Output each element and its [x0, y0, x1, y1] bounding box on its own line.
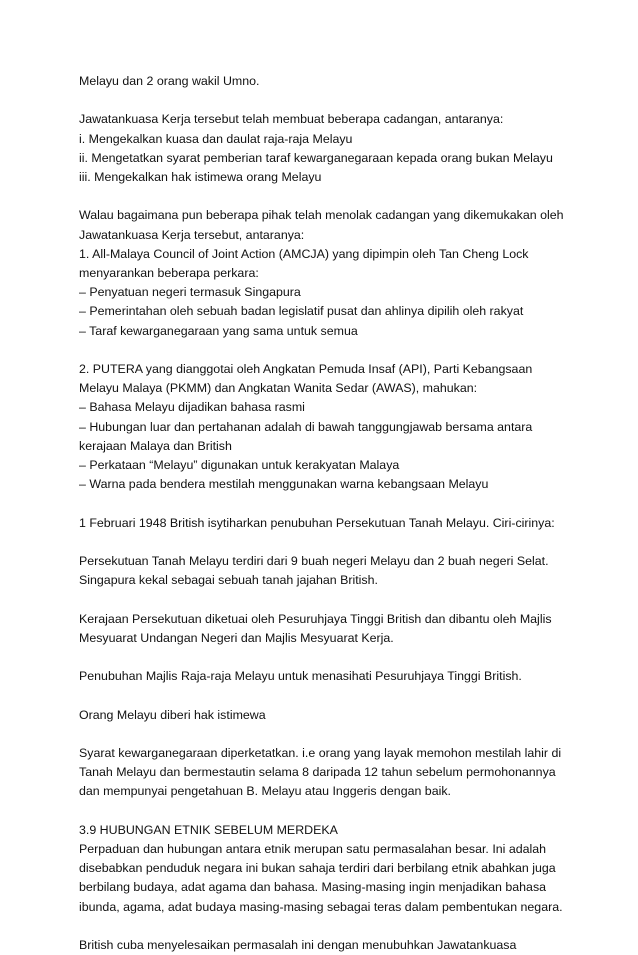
text-line: British cuba menyelesaikan permasalah ini dengan menubuhkan Jawatankuasa — [79, 937, 517, 952]
text-line: Melayu dan 2 orang wakil Umno. — [79, 74, 260, 88]
text-line: Melayu Malaya (PKMM) dan Angkatan Wanita Sedar (AWAS), mahukan: — [79, 381, 478, 396]
text-line: 3.9 HUBUNGAN ETNIK SEBELUM MERDEKA — [79, 822, 338, 837]
text-line: Jawatankuasa Kerja tersebut telah membuat beberapa cadangan, antaranya: — [79, 112, 504, 127]
text-line: – Warna pada bendera mestilah menggunakan warna kebangsaan Melayu — [79, 477, 489, 492]
text-line: 1. All-Malaya Council of Joint Action (AMCJA) yang dipimpin oleh Tan Cheng Lock — [79, 246, 529, 261]
blank-line — [79, 187, 589, 206]
text-line: Jawatankuasa Kerja tersebut, antaranya: — [79, 227, 305, 242]
text-line: kerajaan Malaya dan British — [79, 438, 232, 453]
blank-line — [79, 341, 589, 360]
text-line: – Penyatuan negeri termasuk Singapura — [79, 285, 301, 300]
text-line: ibunda, agama, adat budaya masing-masing sebagai teras dalam pembentukan negara. — [79, 899, 563, 914]
text-line: Tanah Melayu dan bermestautin selama 8 daripada 12 tahun sebelum permohonannya — [79, 765, 556, 780]
text-line: Singapura kekal sebagai sebuah tanah jajahan British. — [79, 573, 378, 588]
text-line: Mesyuarat Undangan Negeri dan Majlis Mesyuarat Kerja. — [79, 630, 394, 645]
text-line: – Bahasa Melayu dijadikan bahasa rasmi — [79, 400, 305, 415]
text-line: Orang Melayu diberi hak istimewa — [79, 707, 266, 722]
blank-line — [79, 802, 589, 821]
text-line: disebabkan penduduk negara ini bukan sahaja terdiri dari berbilang etnik abahkan juga — [79, 861, 556, 876]
blank-line — [79, 648, 589, 667]
text-line: Persekutuan Tanah Melayu terdiri dari 9 buah negeri Melayu dan 2 buah negeri Selat. — [79, 554, 549, 568]
blank-line — [79, 725, 589, 744]
blank-line — [79, 533, 589, 552]
blank-line — [79, 917, 589, 936]
text-line: iii. Mengekalkan hak istimewa orang Melayu — [79, 170, 322, 184]
text-line: menyarankan beberapa perkara: — [79, 266, 259, 280]
text-line: – Perkataan “Melayu” digunakan untuk kerakyatan Malaya — [79, 458, 400, 473]
text-line: Walau bagaimana pun beberapa pihak telah menolak cadangan yang dikemukakan oleh — [79, 208, 564, 223]
blank-line — [79, 686, 589, 705]
text-line: Syarat kewarganegaraan diperketatkan. i.e orang yang layak memohon mestilah lahir di — [79, 745, 562, 760]
text-line: 1 Februari 1948 British isytiharkan penubuhan Persekutuan Tanah Melayu. Ciri-cirinya: — [79, 515, 555, 530]
blank-line — [79, 91, 589, 110]
text-line: – Taraf kewarganegaraan yang sama untuk semua — [79, 323, 358, 338]
text-line: Penubuhan Majlis Raja-raja Melayu untuk menasihati Pesuruhjaya Tinggi British. — [79, 669, 522, 684]
text-line: – Pemerintahan oleh sebuah badan legislatif pusat dan ahlinya dipilih oleh rakyat — [79, 304, 524, 319]
text-line: ii. Mengetatkan syarat pemberian taraf kewarganegaraan kepada orang bukan Melayu — [79, 150, 553, 165]
text-line: – Hubungan luar dan pertahanan adalah di bawah tanggungjawab bersama antara — [79, 419, 533, 434]
document-body — [79, 72, 589, 955]
blank-line — [79, 494, 589, 513]
text-line: Kerajaan Persekutuan diketuai oleh Pesuruhjaya Tinggi British dan dibantu oleh Majlis — [79, 611, 552, 626]
text-line: i. Mengekalkan kuasa dan daulat raja-raja Melayu — [79, 131, 353, 146]
text-line: dan mempunyai pengetahuan B. Melayu atau Inggeris dengan baik. — [79, 784, 451, 799]
text-line: 2. PUTERA yang dianggotai oleh Angkatan Pemuda Insaf (API), Parti Kebangsaan — [79, 362, 533, 376]
text-line: berbilang budaya, adat agama dan bahasa. Masing-masing ingin menjadikan bahasa — [79, 880, 547, 895]
blank-line — [79, 590, 589, 609]
text-line: Perpaduan dan hubungan antara etnik merupan satu permasalahan besar. Ini adalah — [79, 841, 547, 856]
